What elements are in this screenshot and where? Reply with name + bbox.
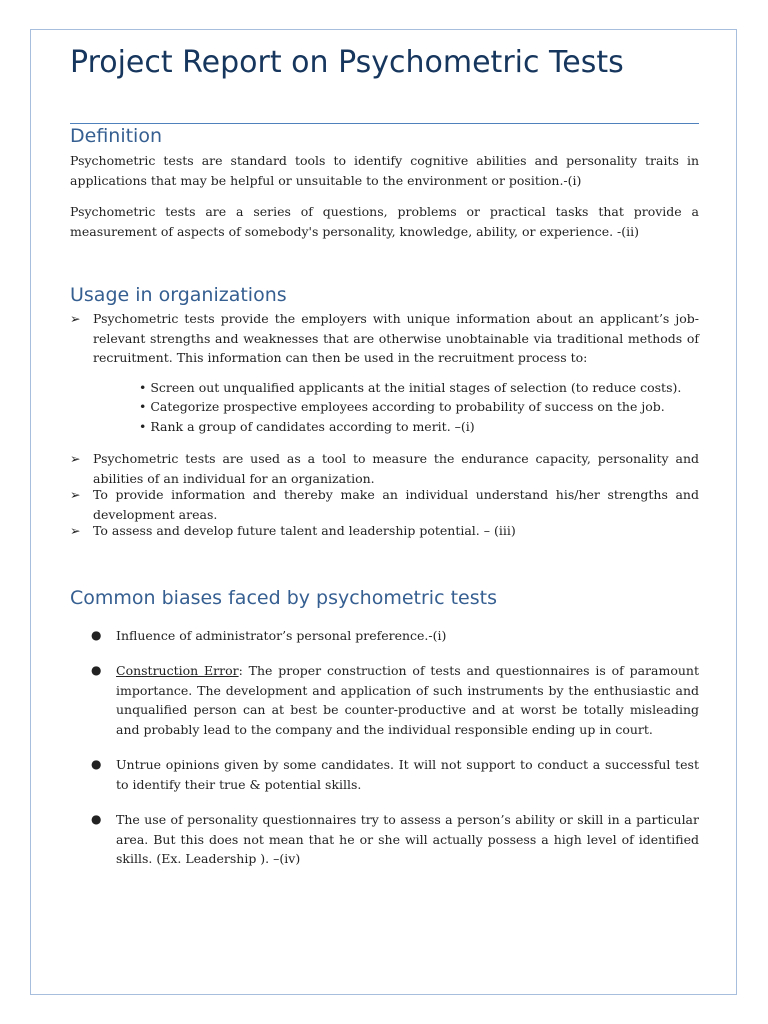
document-title: Project Report on Psychometric Tests xyxy=(70,44,699,124)
bias-item xyxy=(70,755,699,794)
usage-sub-item: • Screen out unqualified applicants at the initial stages of selection (to reduce costs). xyxy=(139,379,682,395)
arrow-bullet-icon: ➢ xyxy=(70,451,81,466)
usage-item xyxy=(70,309,699,436)
dot-bullet-icon: ● xyxy=(91,757,102,771)
dot-bullet-icon: ● xyxy=(91,627,102,642)
usage-intro-text: Psychometric tests provide the employers with unique information about an applicant’s job-relevant strengths and weaknesses that are otherwise unobtainable via traditional methods of recruitment. This information can then be used in the recruitment process to: xyxy=(93,311,699,365)
bias-item-text: The use of personality questionnaires try to assess a person’s ability or skill in a particular area. But this does not mean that he or she will actually possess a high level of identified skills. (Ex. Leadership ). –(iv) xyxy=(116,812,699,866)
biases-heading: Common biases faced by psychometric tests xyxy=(70,586,497,609)
usage-item xyxy=(70,485,699,524)
usage-sub-list xyxy=(139,378,699,437)
usage-sub-item: • Rank a group of candidates according to merit. –(i) xyxy=(139,418,475,434)
definition-paragraph-2: Psychometric tests are a series of questions, problems or practical tasks that provide a measurement of aspects of somebody's personality, knowledge, ability, or experience. -(ii) xyxy=(70,204,699,239)
usage-list xyxy=(70,309,699,541)
arrow-bullet-icon: ➢ xyxy=(70,311,81,326)
usage-item xyxy=(70,521,699,541)
definition-paragraph-1: Psychometric tests are standard tools to identify cognitive abilities and personality traits in applications that may be helpful or unsuitable to the environment or position.-(i) xyxy=(70,153,699,188)
usage-heading: Usage in organizations xyxy=(70,284,287,306)
usage-item-text: Psychometric tests are used as a tool to measure the endurance capacity, personality and abilities of an individual for an organization. xyxy=(93,451,699,486)
bias-item xyxy=(70,626,699,646)
dot-bullet-icon: ● xyxy=(91,663,102,677)
definition-heading: Definition xyxy=(70,125,163,147)
biases-list xyxy=(70,626,699,869)
bias-item xyxy=(70,661,699,739)
arrow-bullet-icon: ➢ xyxy=(70,487,81,502)
usage-item xyxy=(70,449,699,488)
usage-sub-item: • Categorize prospective employees according to probability of success on the job. xyxy=(139,399,665,414)
arrow-bullet-icon: ➢ xyxy=(70,523,81,538)
bias-item-text: : The proper construction of tests and questionnaires is of paramount importance. The development and application of such instruments by the enthusiastic and unqualified person can at best be counter-productive and at worst be totally misleading and probably lead to the company and the individual responsible ending up in court. xyxy=(116,663,699,737)
bias-item xyxy=(70,810,699,869)
bias-item-text: Influence of administrator’s personal preference.-(i) xyxy=(116,627,447,643)
document-body xyxy=(70,44,699,885)
dot-bullet-icon: ● xyxy=(91,812,102,826)
bias-item-text: Untrue opinions given by some candidates. It will not support to conduct a successful test to identify their true & potential skills. xyxy=(116,757,699,792)
usage-item-text: To provide information and thereby make an individual understand his/her strengths and development areas. xyxy=(93,487,699,522)
usage-item-text: To assess and develop future talent and leadership potential. – (iii) xyxy=(93,523,516,538)
bias-item-lead: Construction Error xyxy=(116,663,239,678)
